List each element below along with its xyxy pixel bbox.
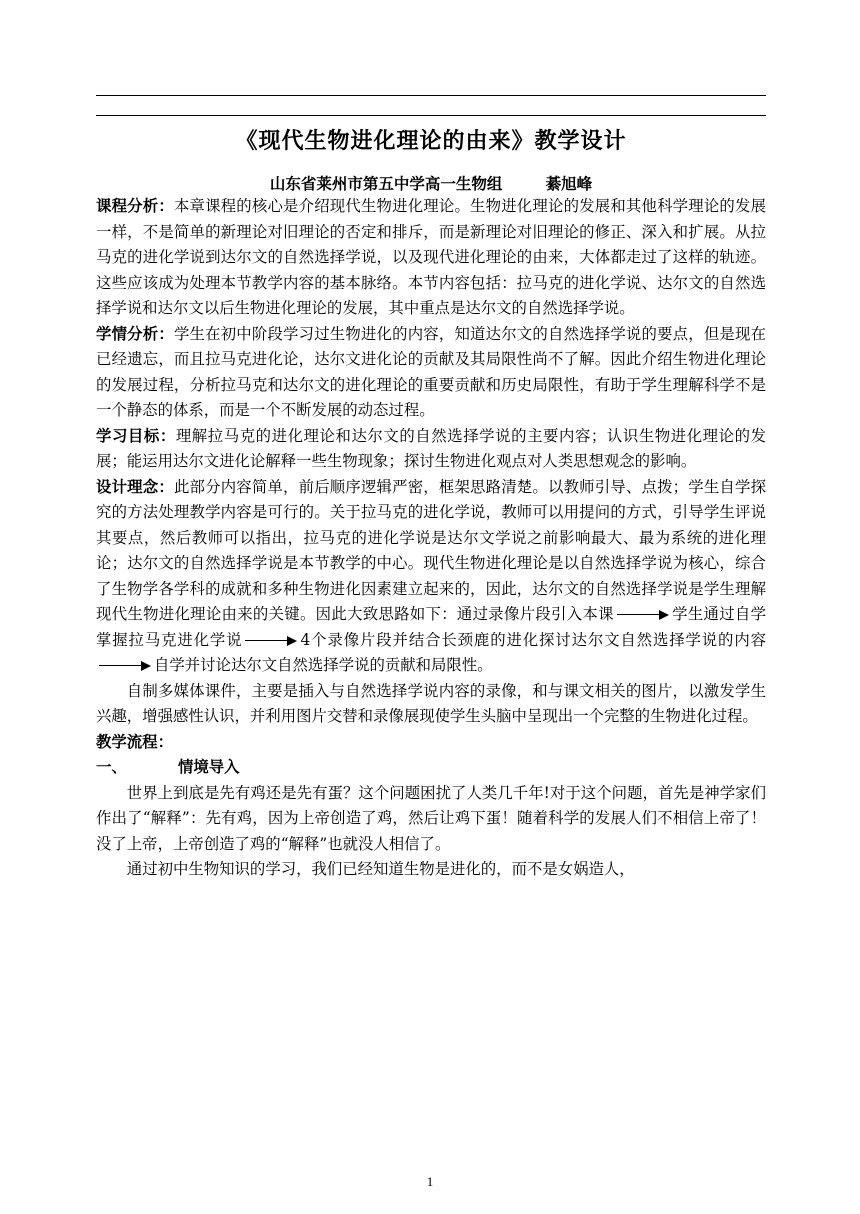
section-1-number: 一、 [96, 758, 127, 776]
header-rule-top [96, 95, 766, 96]
flow-arrow-icon [245, 636, 297, 646]
design-flow-step-4: 自学并讨论达尔文自然选择学说的贡献和局限性。 [154, 656, 493, 674]
teaching-process-heading: 教学流程： [96, 732, 173, 751]
document-body [96, 194, 766, 883]
learner-analysis-paragraph [96, 322, 766, 424]
page-number: 1 [426, 1174, 434, 1189]
design-concept-text: 此部分内容简单，前后顺序逻辑严密，框架思路清楚。以教师引导、点拨；学生自学探究的方法处理教学内容是可行的。关于拉马克的进化学说，教师可以用提问的方式，引导学生评说其要点，然后教师可以指出，拉马克的进化学说是达尔文学说之前影响最大、最为系统的进化理论；达尔文的自然选择学说是本节教学的中心。现代生物进化理论是以自然选择学说为核心，综合了生物学各学科的成就和多种生物进化因素建立起来的，因此，达尔文的自然选择学说是学生理解现代生物进化理论由来的关键。因此大致思路如下：通过录像片段引入本课 [96, 477, 766, 623]
learning-goals-text: 理解拉马克的进化理论和达尔文的自然选择学说的主要内容；认识生物进化理论的发展；能运用达尔文进化论解释一些生物现象；探讨生物进化观点对人类思想观念的影响。 [96, 426, 766, 470]
document-page [96, 0, 766, 1214]
learner-analysis-label: 学情分析： [96, 324, 174, 343]
section-1-title: 情境导入 [178, 758, 240, 776]
design-concept-label: 设计理念： [96, 477, 174, 496]
section-1-heading [96, 755, 766, 781]
chicken-egg-paragraph: 世界上到底是先有鸡还是先有蛋？这个问题困扰了人类几千年!对于这个问题，首先是神学家们作出了“解释”：先有鸡，因为上帝创造了鸡，然后让鸡下蛋！随着科学的发展人们不相信上帝了！没了上帝，上帝创造了鸡的“解释”也就没人相信了。 [96, 783, 766, 853]
document-title: 《现代生物进化理论的由来》教学设计 [235, 128, 627, 154]
learning-goals-label: 学习目标： [96, 426, 176, 445]
design-flow-step-2: 学生通过自学掌握拉马克进化学说 [96, 605, 766, 649]
design-flow-step-3: 4个录像片段并结合长颈鹿的进化探讨达尔文自然选择学说的内容 [300, 630, 766, 649]
multimedia-paragraph: 自制多媒体课件，主要是插入与自然选择学说内容的录像，和与课文相关的图片，以激发学生兴趣，增强感性认识，并利用图片交替和录像展现使学生头脑中呈现出一个完整的生物进化过程。 [96, 681, 766, 725]
flow-arrow-icon [99, 661, 151, 671]
header-rule-bottom [96, 115, 766, 116]
course-analysis-text: 本章课程的核心是介绍现代生物进化理论。生物进化理论的发展和其他科学理论的发展一样，不是简单的新理论对旧理论的否定和排斥，而是新理论对旧理论的修正、深入和扩展。从拉马克的进化学说到达尔文的自然选择学说，以及现代进化理论的由来，大体都走过了这样的轨迹。这些应该成为处理本节教学内容的基本脉络。本节内容包括：拉马克的进化学说、达尔文的自然选择学说和达尔文以后生物进化理论的发展，其中重点是达尔文的自然选择学说。 [96, 197, 766, 317]
course-analysis-label: 课程分析： [96, 197, 174, 215]
learning-goals-paragraph [96, 424, 766, 475]
last-paragraph: 通过初中生物知识的学习，我们已经知道生物是进化的，而不是女娲造人， [126, 860, 635, 878]
learner-analysis-text: 学生在初中阶段学习过生物进化的内容，知道达尔文的自然选择学说的要点，但是现在已经遗忘，而且拉马克进化论，达尔文进化论的贡献及其局限性尚不了解。因此介绍生物进化理论的发展过程，分析拉马克和达尔文的进化理论的重要贡献和历史局限性，有助于学生理解科学不是一个静态的体系，而是一个不断发展的动态过程。 [96, 324, 766, 419]
design-concept-paragraph [96, 475, 766, 679]
flow-arrow-icon [617, 610, 669, 620]
course-analysis-paragraph [96, 194, 766, 322]
author-byline: 山东省莱州市第五中学高一生物组 綦旭峰 [269, 174, 593, 193]
